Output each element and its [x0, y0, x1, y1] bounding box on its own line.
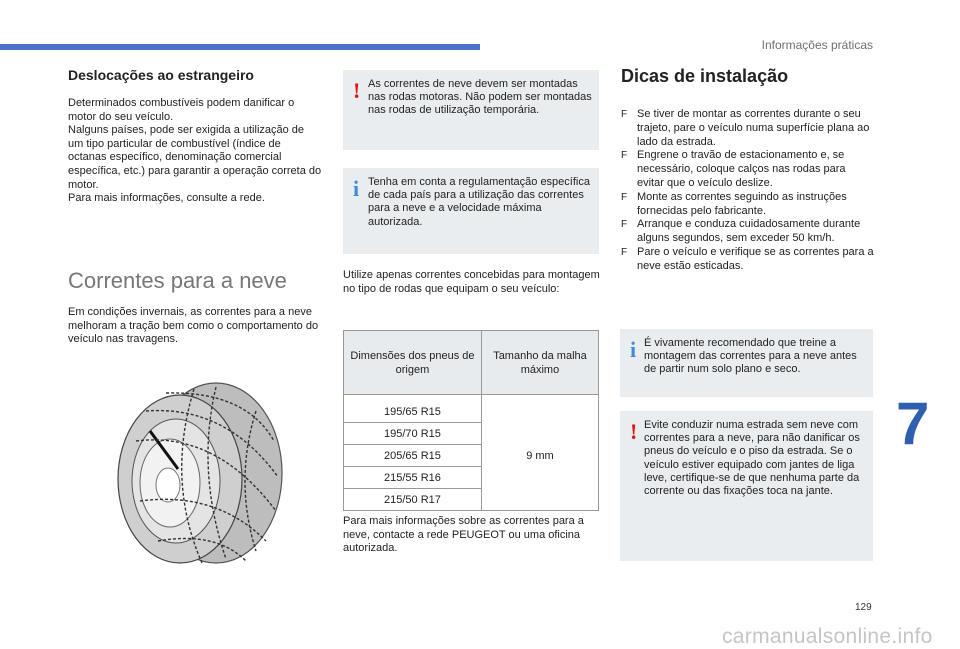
info-icon: i — [630, 337, 637, 362]
warning-icon: ! — [353, 78, 361, 103]
list-item — [621, 191, 875, 219]
list-item — [621, 149, 875, 190]
info-text: É vivamente recomendado que treine a montagem das correntes para a neve antes de partir num solo plano e seco. — [644, 337, 857, 376]
chains-intro-text: Em condições invernais, as correntes para a neve melhoram a tração bem como o comportamento do veículo nas travagens. — [68, 306, 319, 346]
column-header-tire-size: Dimensões dos pneus de origem — [344, 331, 482, 395]
list-item — [621, 218, 875, 246]
table-cell-tire-size: 215/50 R17 — [344, 489, 482, 511]
installation-tips-heading: Dicas de instalação — [621, 66, 789, 86]
warning-note-no-snow — [620, 411, 873, 561]
chapter-number: 7 — [896, 390, 930, 457]
table-cell-tire-size: 195/70 R15 — [344, 423, 482, 445]
travel-section — [68, 67, 322, 206]
step-text: Monte as correntes seguindo as instruções fornecidas pelo fabricante. — [637, 190, 847, 217]
list-item — [621, 246, 875, 274]
installation-steps-list — [621, 108, 875, 274]
warning-text: As correntes de neve devem ser montadas nas rodas motoras. Não podem ser montadas nas rodas de utilização temporária. — [368, 78, 592, 117]
warning-icon: ! — [630, 419, 638, 444]
table-cell-tire-size: 205/65 R15 — [344, 445, 482, 467]
warning-note-drive-wheels — [343, 70, 599, 150]
watermark: carmanualsonline.info — [722, 625, 933, 648]
chains-heading: Correntes para a neve — [68, 268, 287, 293]
bullet-icon: F — [621, 191, 628, 203]
step-text: Se tiver de montar as correntes durante o seu trajeto, pare o veículo numa superfície plana ao lado da estrada. — [637, 108, 870, 148]
list-item — [621, 108, 875, 149]
travel-text: Determinados combustíveis podem danificar o motor do seu veículo. Nalguns países, pode ser exigida a utilização de um tipo particular de combustível (índice de octanas específico, denominação comercial específica, etc.) para garantir a operação correta do motor. Para mais informações, consulte a rede. — [68, 97, 322, 205]
info-note-regulations — [343, 168, 599, 254]
table-intro-text: Utilize apenas correntes concebidas para montagem no tipo de rodas que equipam o seu veículo: — [343, 269, 600, 295]
table-outro-text: Para mais informações sobre as correntes para a neve, contacte a rede PEUGEOT ou uma oficina autorizada. — [343, 515, 584, 555]
column-header-mesh-size: Tamanho da malha máximo — [481, 331, 598, 395]
bullet-icon: F — [621, 150, 628, 162]
table-cell-tire-size: 195/65 R15 — [344, 395, 482, 423]
tire-with-snow-chain-illustration — [106, 381, 284, 565]
bullet-icon: F — [621, 109, 628, 120]
info-icon: i — [353, 176, 360, 201]
travel-heading: Deslocações ao estrangeiro — [68, 67, 254, 83]
step-text: Pare o veículo e verifique se as correntes para a neve estão esticadas. — [637, 245, 874, 272]
bullet-icon: F — [621, 246, 628, 258]
bullet-icon: F — [621, 219, 628, 231]
warning-text: Evite conduzir numa estrada sem neve com correntes para a neve, para não danificar os pneus do veículo e o piso da estrada. Se o veículo estiver equipado com jantes de liga leve, certifique-se de que nenhuma parte da corrente ou das fixações toca na jante. — [644, 419, 860, 498]
info-text: Tenha em conta a regulamentação específica de cada país para a utilização das correntes para a neve e a velocidade máxima autorizada. — [368, 176, 590, 228]
table-cell-tire-size: 215/55 R16 — [344, 467, 482, 489]
table-cell-mesh-size: 9 mm — [481, 395, 598, 511]
chain-size-table — [343, 330, 599, 511]
section-title: Informações práticas — [761, 38, 873, 52]
info-note-practice — [620, 329, 873, 397]
top-accent-bar — [0, 44, 480, 50]
step-text: Engrene o travão de estacionamento e, se necessário, coloque calços nas rodas para evitar que o veículo deslize. — [637, 149, 846, 189]
step-text: Arranque e conduza cuidadosamente durante alguns segundos, sem exceder 50 km/h. — [637, 218, 861, 245]
page-number: 129 — [855, 602, 872, 613]
